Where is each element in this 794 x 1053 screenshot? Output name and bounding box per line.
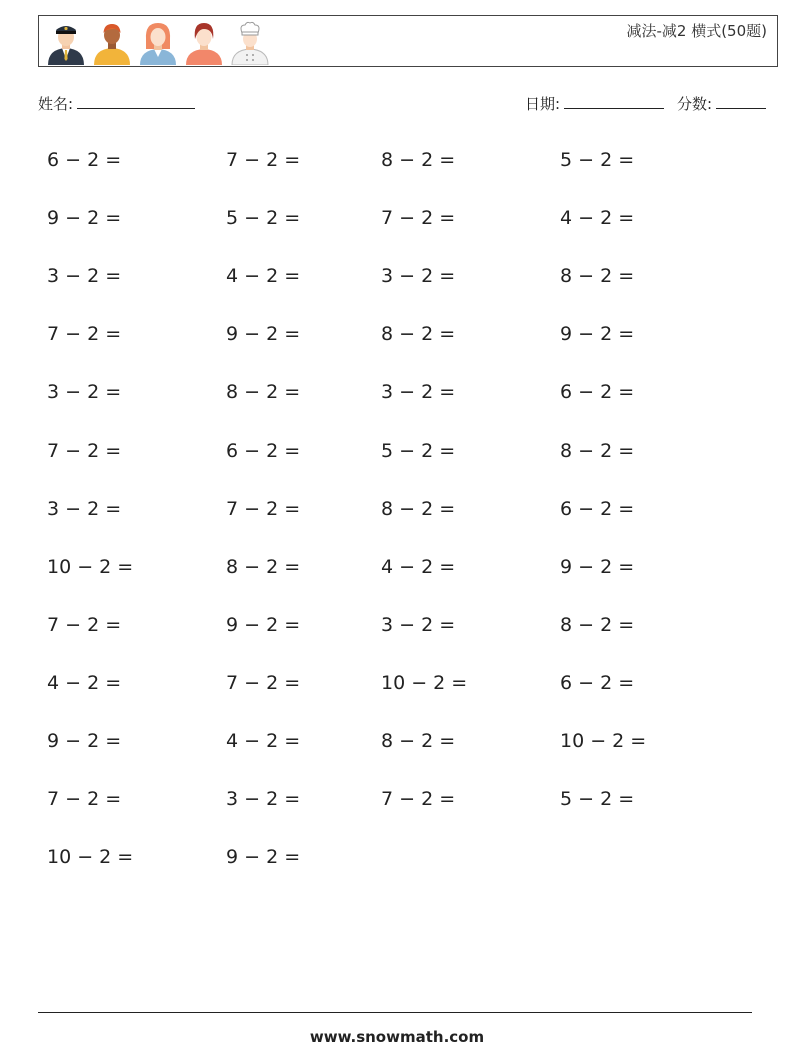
problem-item: 8 − 2 = xyxy=(226,556,301,578)
date-field[interactable] xyxy=(525,93,664,114)
problem-item: 3 − 2 = xyxy=(381,381,456,403)
problem-item: 5 − 2 = xyxy=(226,207,301,229)
score-label: 分数: xyxy=(677,95,713,113)
problem-item: 6 − 2 = xyxy=(560,672,635,694)
name-blank[interactable] xyxy=(77,94,195,109)
name-field[interactable] xyxy=(38,93,195,114)
problem-item: 6 − 2 = xyxy=(560,381,635,403)
score-blank[interactable] xyxy=(716,94,766,109)
problem-item: 4 − 2 = xyxy=(47,672,122,694)
problem-item: 9 − 2 = xyxy=(226,846,301,868)
problem-item: 7 − 2 = xyxy=(381,788,456,810)
problem-item: 4 − 2 = xyxy=(381,556,456,578)
problem-item: 3 − 2 = xyxy=(47,381,122,403)
problem-item: 7 − 2 = xyxy=(47,614,122,636)
problem-item: 9 − 2 = xyxy=(560,323,635,345)
problem-item: 4 − 2 = xyxy=(226,730,301,752)
problem-item: 9 − 2 = xyxy=(47,730,122,752)
girl-avatar-icon xyxy=(181,19,227,65)
problem-item: 10 − 2 = xyxy=(560,730,647,752)
problem-item: 4 − 2 = xyxy=(560,207,635,229)
problem-item: 6 − 2 = xyxy=(560,498,635,520)
problem-item: 6 − 2 = xyxy=(226,440,301,462)
problem-item: 8 − 2 = xyxy=(381,730,456,752)
problem-item: 3 − 2 = xyxy=(381,614,456,636)
score-field[interactable] xyxy=(677,93,766,114)
problem-item: 7 − 2 = xyxy=(47,440,122,462)
problem-item: 5 − 2 = xyxy=(560,788,635,810)
sheet-title: 减法-减2 横式(50题) xyxy=(626,22,767,40)
header-box xyxy=(38,15,778,67)
date-label: 日期: xyxy=(525,95,561,113)
avatar-strip xyxy=(43,19,273,65)
footer-divider xyxy=(38,1012,752,1013)
problem-item: 7 − 2 = xyxy=(47,788,122,810)
date-blank[interactable] xyxy=(564,94,664,109)
problem-item: 7 − 2 = xyxy=(226,149,301,171)
problem-item: 3 − 2 = xyxy=(226,788,301,810)
problem-item: 7 − 2 = xyxy=(226,498,301,520)
pilot-avatar-icon xyxy=(43,19,89,65)
problem-item: 5 − 2 = xyxy=(381,440,456,462)
man-avatar-icon xyxy=(89,19,135,65)
problem-item: 10 − 2 = xyxy=(47,846,134,868)
problem-item: 5 − 2 = xyxy=(560,149,635,171)
problem-item: 8 − 2 = xyxy=(560,440,635,462)
problem-item: 9 − 2 = xyxy=(226,323,301,345)
problem-item: 8 − 2 = xyxy=(381,323,456,345)
problem-item: 8 − 2 = xyxy=(381,498,456,520)
problem-item: 6 − 2 = xyxy=(47,149,122,171)
name-label: 姓名: xyxy=(38,95,74,113)
problem-item: 8 − 2 = xyxy=(226,381,301,403)
problem-item: 8 − 2 = xyxy=(560,614,635,636)
problem-item: 7 − 2 = xyxy=(226,672,301,694)
problem-item: 8 − 2 = xyxy=(560,265,635,287)
problem-item: 10 − 2 = xyxy=(47,556,134,578)
problem-item: 3 − 2 = xyxy=(47,265,122,287)
problem-item: 9 − 2 = xyxy=(47,207,122,229)
problem-item: 10 − 2 = xyxy=(381,672,468,694)
problem-item: 9 − 2 = xyxy=(226,614,301,636)
footer-url: www.snowmath.com xyxy=(309,1028,485,1046)
problem-item: 3 − 2 = xyxy=(47,498,122,520)
chef-avatar-icon xyxy=(227,19,273,65)
woman-avatar-icon xyxy=(135,19,181,65)
problem-item: 3 − 2 = xyxy=(381,265,456,287)
problem-item: 8 − 2 = xyxy=(381,149,456,171)
problem-item: 4 − 2 = xyxy=(226,265,301,287)
problem-item: 9 − 2 = xyxy=(560,556,635,578)
problem-item: 7 − 2 = xyxy=(47,323,122,345)
problem-item: 7 − 2 = xyxy=(381,207,456,229)
